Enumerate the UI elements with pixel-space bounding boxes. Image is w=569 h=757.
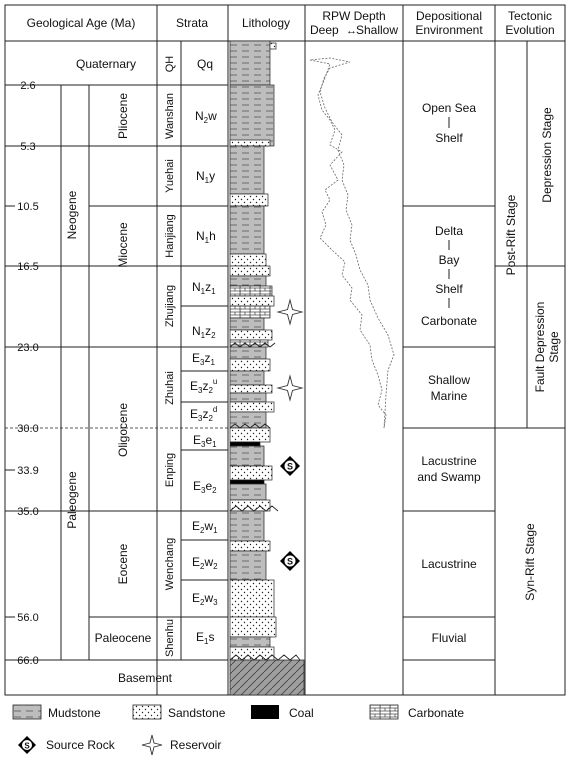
age-label: 30.0 (17, 423, 39, 435)
environment-grid (403, 206, 565, 660)
group-wenchang: Wenchang (164, 537, 176, 591)
formation-n2w: $N_2w$ (195, 109, 217, 125)
lithology-sandstone (230, 194, 268, 206)
epoch-labels (95, 93, 152, 645)
env-lacustrine-swamp: Lacustrine (421, 454, 477, 468)
age-label: 16.5 (17, 261, 39, 273)
header-strata: Strata (175, 16, 209, 30)
env-lacustrine-swamp: and Swamp (417, 470, 481, 484)
env-fluvial: Fluvial (431, 631, 467, 645)
lithology-sandstone (230, 402, 274, 412)
lithology-column (230, 41, 304, 695)
group-yuehai: Yuehai (164, 159, 176, 193)
lithology-mudstone (230, 511, 264, 541)
lithology-sandstone (230, 266, 270, 276)
legend-reservoir-label: Reservoir (170, 738, 222, 752)
lithology-coal (230, 442, 260, 446)
env-shelf: Shelf (435, 282, 463, 296)
env-delta: Delta (434, 224, 464, 238)
formation-e2w3: $E_2w_3$ (192, 591, 218, 607)
epoch-oligocene: Oligocene (116, 402, 130, 458)
age-label: 5.3 (20, 141, 36, 153)
lithology-mudstone (230, 551, 266, 580)
reservoir-marker (278, 300, 302, 324)
double-arrow-icon: ↔ (346, 25, 357, 37)
lithology-sandstone (230, 617, 276, 637)
source-rock-glyph: S (286, 556, 294, 567)
legend-carbonate-label: Carbonate (408, 706, 465, 720)
legend-source-rock-label: Source Rock (46, 738, 115, 752)
legend-coal-swatch (251, 705, 279, 719)
lithology-mudstone (230, 41, 270, 85)
env-bay: Bay (438, 253, 460, 267)
tectonic-post-rift: Post-Rift Stage (504, 194, 518, 276)
rpw-depth-curve (310, 58, 394, 428)
formation-e2w2: $E_2w_2$ (192, 555, 218, 571)
formation-e3e2: $E_3e_2$ (193, 479, 217, 495)
environment-labels (417, 101, 481, 645)
legend-sandstone-label: Sandstone (168, 706, 226, 720)
lithology-sandstone (230, 330, 272, 340)
lithology-coal (230, 480, 264, 484)
legend-coal-label: Coal (289, 706, 314, 720)
formation-e3z2d: $E_3z_2^d$ (190, 405, 218, 423)
env-carbonate: Carbonate (420, 314, 478, 328)
age-label: 56.0 (17, 612, 39, 624)
header-rpw-deep: Deep (310, 23, 339, 37)
epoch-miocene: Miocene (116, 222, 130, 268)
env-lacustrine: Lacustrine (421, 557, 477, 571)
source-rock-glyph: S (286, 461, 294, 472)
age-labels (17, 80, 38, 667)
env-shallow: Shallow (427, 373, 471, 387)
header-rpw-title: RPW Depth (322, 9, 386, 23)
tectonic-fault-depression: Fault Depression (533, 301, 547, 393)
formation-qq: Qq (197, 57, 214, 71)
epoch-paleocene: Paleocene (94, 631, 152, 645)
age-label: 10.5 (17, 201, 39, 213)
lithology-mudstone (230, 347, 266, 359)
formation-n1z1: $N_1z_1$ (192, 280, 216, 296)
header-geological-age: Geological Age (Ma) (26, 16, 136, 30)
source-rock-marker (280, 456, 300, 476)
env-open-sea: Open Sea (421, 101, 477, 115)
lithology-carbonate (230, 286, 272, 296)
age-minor-ticks (5, 206, 15, 617)
reservoir-marker (278, 376, 302, 400)
legend-source-rock-icon (18, 736, 36, 754)
legend-sandstone-swatch (133, 705, 161, 719)
group-zhuhai: Zhuhai (164, 371, 176, 405)
lithology-sandstone (230, 359, 270, 371)
header-environment: Environment (415, 23, 483, 37)
lithology-mudstone (230, 318, 264, 330)
lithology-sandstone (230, 140, 270, 146)
lithology-mudstone (230, 206, 264, 254)
lithology-mudstone (230, 146, 264, 194)
lithology-sandstone (230, 541, 270, 551)
lithology-sandstone (230, 385, 272, 393)
lithology-mudstone (230, 446, 264, 466)
header-tectonic: Tectonic (507, 9, 553, 23)
basement-label: Basement (117, 671, 173, 685)
age-label: 23.0 (17, 342, 39, 354)
header-depositional: Depositional (415, 9, 483, 23)
lithology-mudstone (230, 276, 266, 286)
legend-reservoir-icon (142, 735, 162, 755)
group-enping: Enping (164, 452, 176, 488)
group-shenhu: Shenhu (164, 619, 176, 657)
legend-carbonate-swatch (370, 705, 398, 719)
legend-mudstone-label: Mudstone (48, 706, 101, 720)
formation-e3z2u: $E_3z_2^u$ (190, 377, 218, 395)
formation-e3e1: $E_3e_1$ (193, 433, 217, 449)
tectonic-syn-rift: Syn-Rift Stage (523, 523, 537, 601)
period-quaternary: Quaternary (75, 57, 137, 71)
period-paleogene: Paleogene (65, 471, 79, 529)
group-wanshan: Wanshan (164, 92, 176, 140)
source-rock-marker (280, 551, 300, 571)
tectonic-depression: Depression Stage (540, 107, 554, 203)
formation-e1s: $E_1s$ (196, 630, 215, 646)
legend-mudstone-swatch (13, 705, 41, 719)
env-marine: Marine (430, 389, 468, 403)
lithology-mudstone (230, 371, 264, 385)
header-row (27, 9, 555, 37)
group-hanjiang: Hanjiang (164, 214, 176, 258)
period-neogene: Neogene (65, 190, 79, 240)
lithology-sandstone (230, 296, 274, 306)
lithology-sandstone (230, 580, 274, 617)
lithology-mudstone (230, 85, 274, 146)
age-label: 33.9 (17, 465, 39, 477)
age-label: 35.0 (17, 506, 39, 518)
lithology-sandstone (230, 428, 270, 442)
env-shelf: Shelf (435, 131, 463, 145)
group-zhujiang: Zhujiang (164, 284, 176, 328)
age-label: 66.0 (17, 655, 39, 667)
lithology-mudstone (230, 412, 266, 428)
source-rock-glyph: S (24, 741, 30, 751)
formation-n1h: $N_1h$ (196, 229, 216, 245)
legend (13, 705, 464, 755)
formation-e2w1: $E_2w_1$ (192, 519, 218, 535)
formation-n1z2: $N_1z_2$ (192, 324, 216, 340)
age-label: 2.6 (20, 80, 36, 92)
lithology-basement (230, 660, 304, 695)
header-lithology: Lithology (241, 16, 291, 30)
tectonic-labels (504, 107, 561, 601)
lithology-mudstone (230, 484, 266, 500)
lithology-carbonate (230, 306, 270, 318)
epoch-eocene: Eocene (116, 543, 130, 585)
formation-n1y: $N_1y$ (196, 169, 216, 185)
lithology-mudstone (230, 393, 266, 402)
header-evolution: Evolution (505, 23, 555, 37)
group-qh: QH (164, 55, 176, 73)
lithology-sandstone (270, 43, 276, 49)
lithology-sandstone (230, 254, 266, 266)
header-rpw-shallow: Shallow (356, 23, 399, 37)
lithology-mudstone (230, 637, 270, 647)
tectonic-fault-depression: Stage (547, 331, 561, 363)
epoch-pliocene: Pliocene (116, 92, 130, 140)
formation-labels (190, 57, 218, 646)
lithology-sandstone (230, 466, 272, 480)
formation-e3z1: $E_3z_1$ (192, 351, 215, 367)
